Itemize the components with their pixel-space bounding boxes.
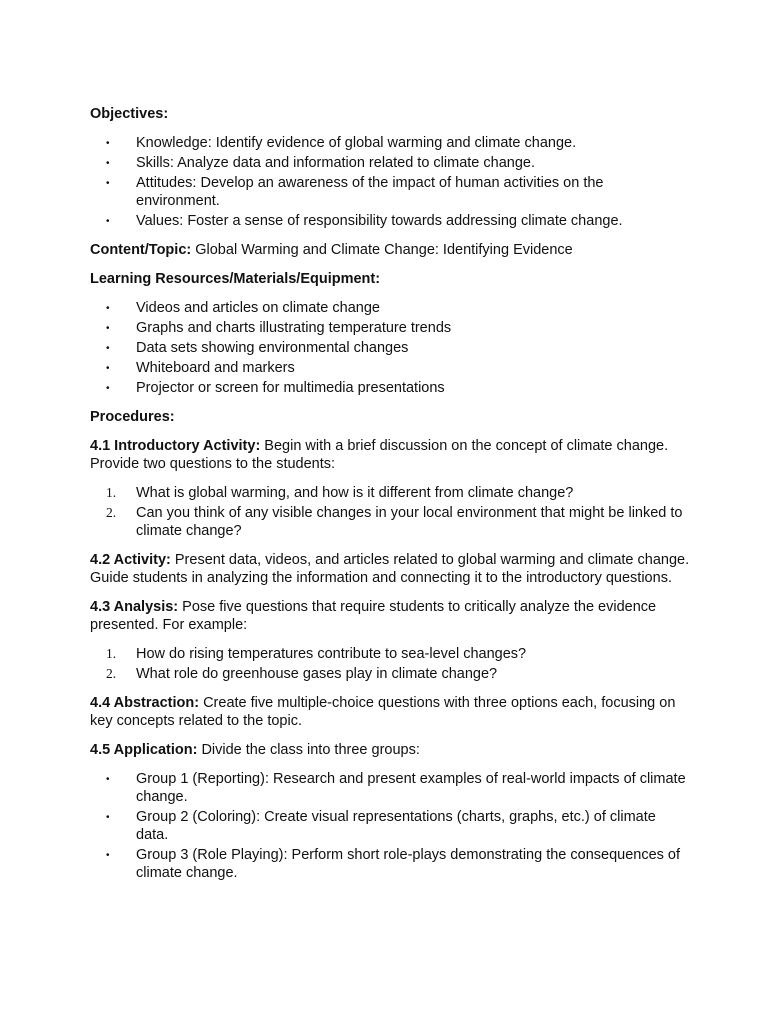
list-number: 2.: [106, 505, 117, 520]
introductory-activity-text: Begin with a brief discussion on the concept of climate change. Provide two questions to the students:: [90, 438, 669, 472]
introductory-questions: [90, 484, 690, 540]
application-text: Divide the class into three groups:: [197, 742, 420, 758]
analysis-paragraph: [90, 598, 690, 634]
list-item: [90, 665, 690, 683]
group-item: • Group 3 (Role Playing): Perform short role-plays demonstrating the consequences of climate change.: [90, 846, 690, 882]
objectives-heading: Objectives:: [90, 106, 169, 122]
resource-item: • Videos and articles on climate change: [90, 299, 690, 317]
analysis-text: Pose five questions that require students to critically analyze the evidence presented. For example:: [90, 599, 657, 633]
analysis-label: 4.3 Analysis:: [90, 599, 179, 615]
list-item: [90, 504, 690, 540]
list-number: 2.: [106, 666, 117, 681]
objective-item: • Values: Foster a sense of responsibility towards addressing climate change.: [90, 212, 690, 230]
analysis-questions: [90, 645, 690, 683]
application-paragraph: [90, 741, 690, 759]
activity-paragraph: [90, 551, 690, 587]
group-item: • Group 2 (Coloring): Create visual representations (charts, graphs, etc.) of climate data.: [90, 808, 690, 844]
activity-text: Present data, videos, and articles related to global warming and climate change. Guide students in analyzing the information and connecting it to the introductory questions.: [90, 552, 690, 586]
objective-item: • Skills: Analyze data and information related to climate change.: [90, 154, 690, 172]
objective-item: • Knowledge: Identify evidence of global warming and climate change.: [90, 134, 690, 152]
content-topic-text: Global Warming and Climate Change: Identifying Evidence: [191, 242, 573, 258]
resources-heading: Learning Resources/Materials/Equipment:: [90, 271, 381, 287]
list-number: 1.: [106, 646, 117, 661]
content-topic: [90, 241, 690, 259]
procedures-heading: Procedures:: [90, 409, 175, 425]
list-item-text: How do rising temperatures contribute to sea-level changes?: [136, 646, 527, 662]
resource-item: • Whiteboard and markers: [90, 359, 690, 377]
activity-label: 4.2 Activity:: [90, 552, 171, 568]
objective-item: • Attitudes: Develop an awareness of the impact of human activities on the environment.: [90, 174, 690, 210]
list-item: [90, 645, 690, 663]
objectives-list: [90, 134, 690, 230]
abstraction-paragraph: [90, 694, 690, 730]
resource-item: • Graphs and charts illustrating temperature trends: [90, 319, 690, 337]
resource-item: • Data sets showing environmental changes: [90, 339, 690, 357]
list-item-text: What role do greenhouse gases play in climate change?: [136, 666, 498, 682]
list-item-text: Can you think of any visible changes in your local environment that might be linked to climate change?: [136, 505, 683, 539]
application-label: 4.5 Application:: [90, 742, 198, 758]
list-item: [90, 484, 690, 502]
abstraction-label: 4.4 Abstraction:: [90, 695, 200, 711]
list-number: 1.: [106, 485, 117, 500]
resource-item: • Projector or screen for multimedia presentations: [90, 379, 690, 397]
abstraction-text: Create five multiple-choice questions with three options each, focusing on key concepts related to the topic.: [90, 695, 676, 729]
introductory-activity: [90, 437, 690, 473]
application-groups: [90, 770, 690, 882]
content-topic-label: Content/Topic:: [90, 242, 192, 258]
list-item-text: What is global warming, and how is it different from climate change?: [136, 485, 574, 501]
document-page: [90, 105, 690, 893]
introductory-activity-label: 4.1 Introductory Activity:: [90, 438, 261, 454]
group-item: • Group 1 (Reporting): Research and present examples of real-world impacts of climate change.: [90, 770, 690, 806]
resources-list: [90, 299, 690, 397]
